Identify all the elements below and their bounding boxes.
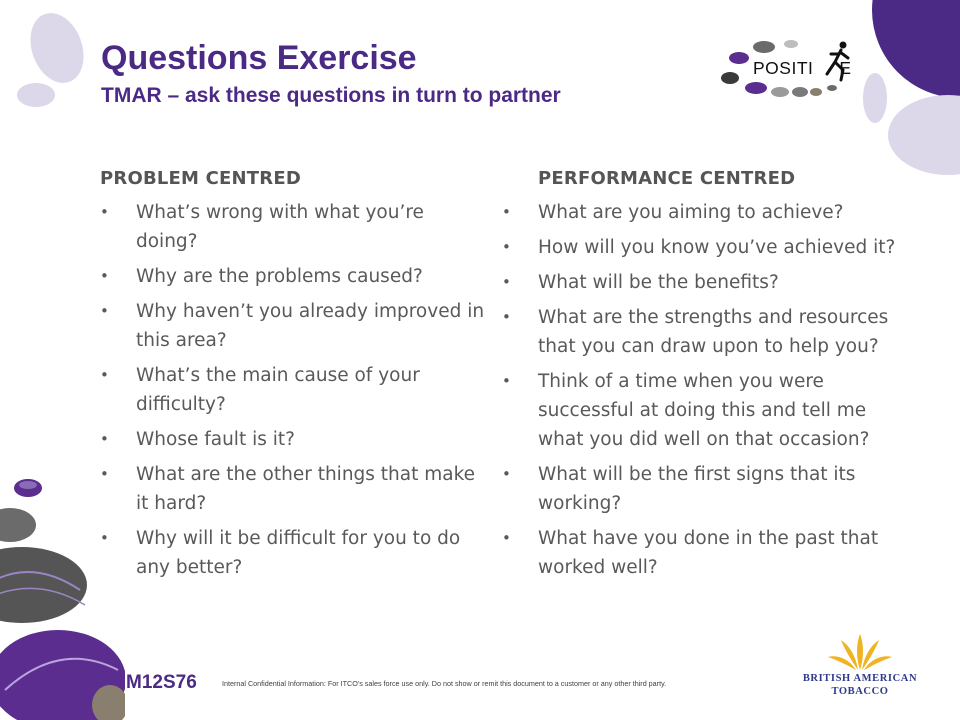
list-item: • What are the other things that make it hard? <box>100 460 490 518</box>
bat-logo <box>802 632 918 698</box>
list-item: • Whose fault is it? <box>100 425 490 454</box>
bullet-icon: • <box>502 238 511 256</box>
bullet-icon: • <box>100 465 109 483</box>
problem-question-list <box>100 198 490 582</box>
list-item: • What will be the first signs that its working? <box>502 460 917 518</box>
confidentiality-note: Internal Confidential Information: For ITCO's sales force use only. Do not show or remit this document to a customer or any other third party. <box>222 679 667 688</box>
list-item: • What’s wrong with what you’re doing? <box>100 198 490 256</box>
bullet-icon: • <box>502 203 511 221</box>
list-item: • How will you know you’ve achieved it? <box>502 233 917 262</box>
logo-wordmark: POSITI E <box>753 58 852 78</box>
bat-wordmark: BRITISH AMERICAN TOBACCO <box>802 673 918 698</box>
bullet-icon: • <box>502 465 511 483</box>
slide-code: M12S76 <box>126 672 197 693</box>
positive-logo <box>714 36 862 104</box>
list-item: • What have you done in the past that worked well? <box>502 524 917 582</box>
performance-centred-heading: PERFORMANCE CENTRED <box>538 168 796 189</box>
bullet-icon: • <box>502 529 511 547</box>
list-item: • What will be the benefits? <box>502 268 917 297</box>
list-item: • What are the strengths and resources that you can draw upon to help you? <box>502 303 917 361</box>
slide-subtitle: TMAR – ask these questions in turn to partner <box>101 84 561 107</box>
bullet-icon: • <box>502 372 511 390</box>
bullet-icon: • <box>100 302 109 320</box>
list-item: • Think of a time when you were successful at doing this and tell me what you did well on that occasion? <box>502 367 917 454</box>
bullet-icon: • <box>100 529 109 547</box>
problem-centred-heading: PROBLEM CENTRED <box>100 168 301 189</box>
problem-centred-column <box>100 168 490 588</box>
bullet-icon: • <box>100 267 109 285</box>
bullet-icon: • <box>100 203 109 221</box>
list-item: • Why haven’t you already improved in this area? <box>100 297 490 355</box>
bullet-icon: • <box>100 366 109 384</box>
list-item: • Why are the problems caused? <box>100 262 490 291</box>
bullet-icon: • <box>100 430 109 448</box>
performance-question-list <box>502 198 917 582</box>
bullet-icon: • <box>502 273 511 291</box>
slide-title: Questions Exercise <box>101 39 417 77</box>
top-left-lavender-pebbles <box>0 0 100 120</box>
performance-centred-column <box>502 168 917 588</box>
list-item: • What are you aiming to achieve? <box>502 198 917 227</box>
top-right-purple-circle <box>860 0 960 175</box>
bullet-icon: • <box>502 308 511 326</box>
list-item: • Why will it be difficult for you to do any better? <box>100 524 490 582</box>
list-item: • What’s the main cause of your difficulty? <box>100 361 490 419</box>
leaf-icon <box>825 632 895 672</box>
